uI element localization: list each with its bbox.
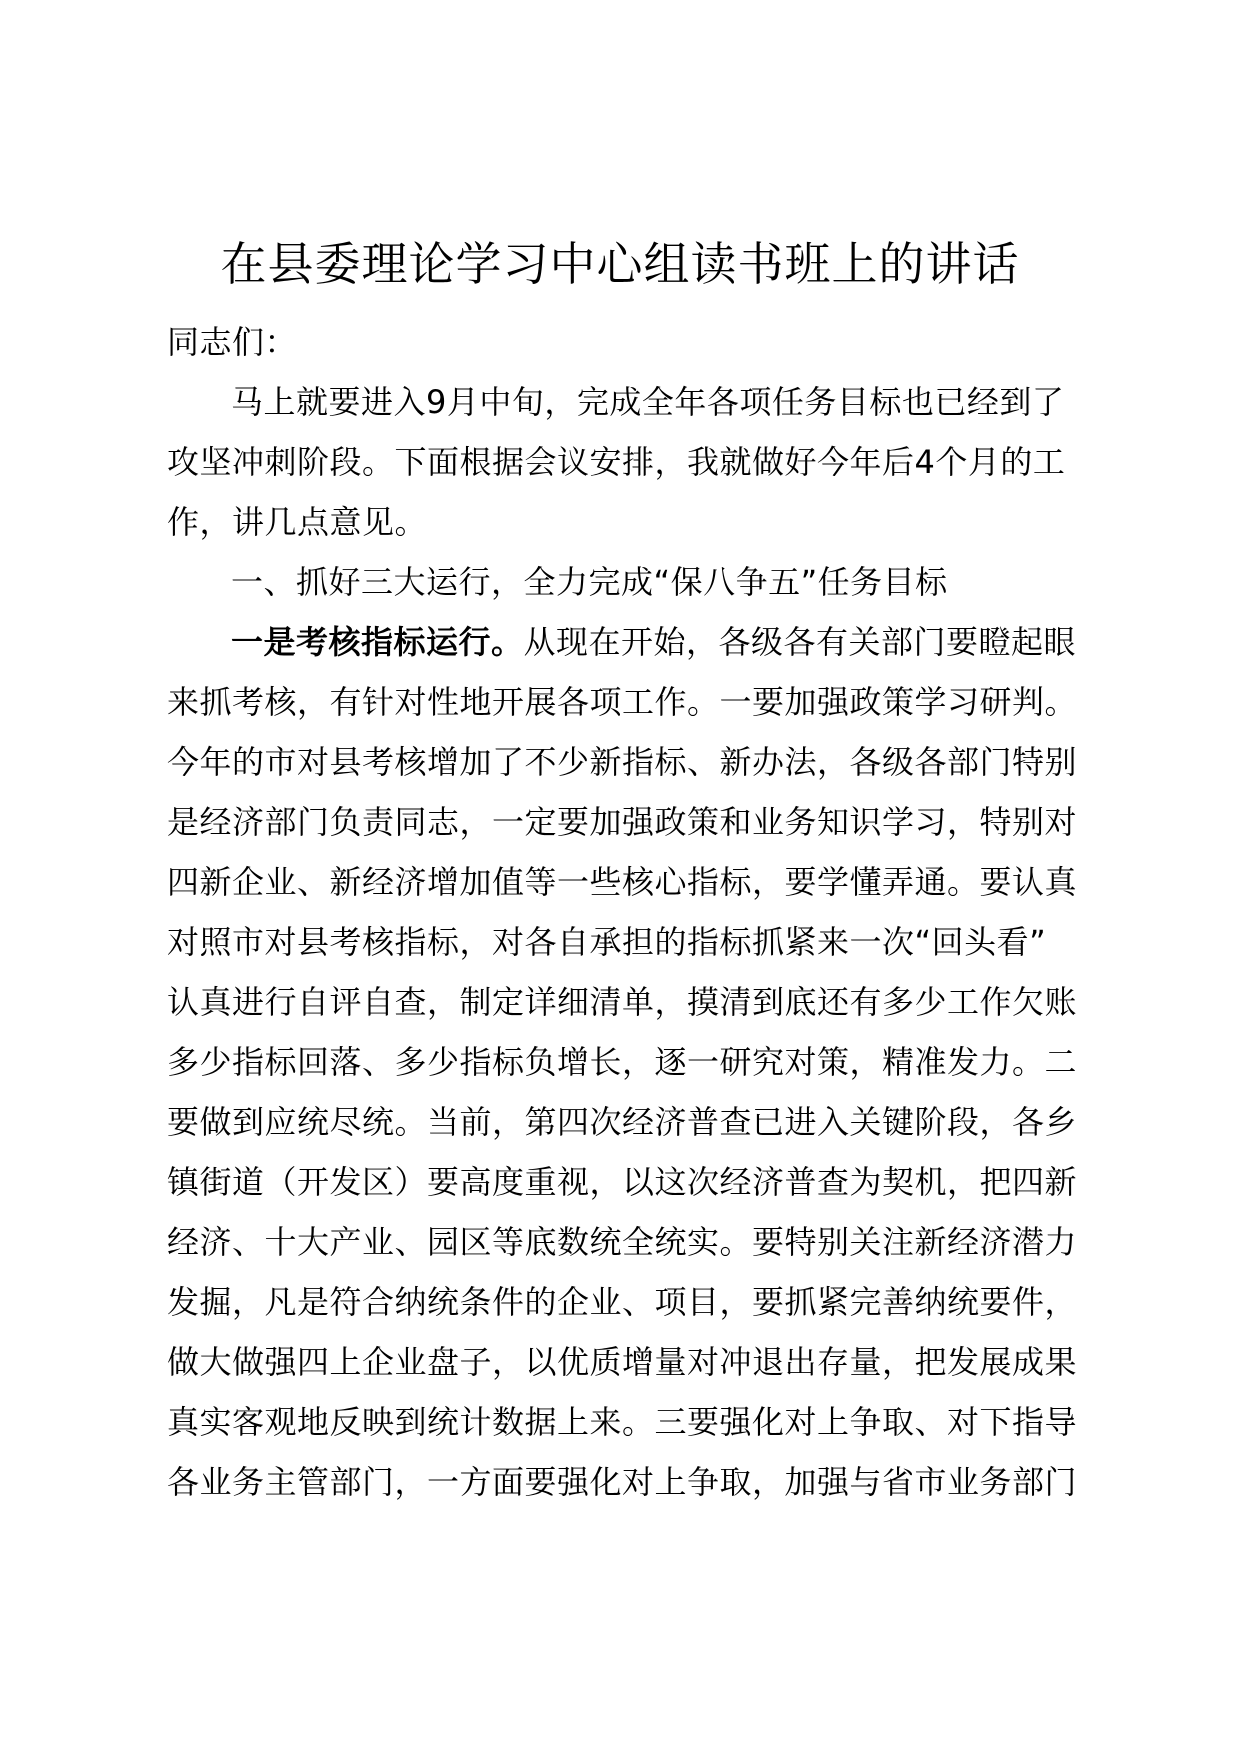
paragraph-line: 今年的市对县考核增加了不少新指标、新办法，各级各部门特别 xyxy=(167,743,1078,781)
paragraph-line: 马上就要进入9月中旬，完成全年各项任务目标也已经到了 xyxy=(231,383,1065,421)
paragraph-line: 镇街道（开发区）要高度重视，以这次经济普查为契机，把四新 xyxy=(167,1163,1078,1201)
paragraph-line: 作，讲几点意见。 xyxy=(167,503,428,541)
paragraph-line xyxy=(167,612,1107,672)
paragraph-line: 四新企业、新经济增加值等一些核心指标，要学懂弄通。要认真 xyxy=(167,863,1078,901)
document-title: 在县委理论学习中心组读书班上的讲话 xyxy=(220,237,1020,291)
section-heading: 一、抓好三大运行，全力完成“保八争五”任务目标 xyxy=(231,563,948,601)
document-body xyxy=(167,312,1107,1512)
paragraph-line: 多少指标回落、多少指标负增长，逐一研究对策，精准发力。二 xyxy=(167,1043,1078,1081)
paragraph-line: 对照市对县考核指标，对各自承担的指标抓紧来一次“回头看” xyxy=(167,923,1047,961)
salutation: 同志们： xyxy=(167,323,298,361)
paragraph-line: 做大做强四上企业盘子，以优质增量对冲退出存量，把发展成果 xyxy=(167,1343,1078,1381)
paragraph-line: 各业务主管部门，一方面要强化对上争取，加强与省市业务部门 xyxy=(167,1463,1078,1501)
bold-lead-text: 一是考核指标运行。 xyxy=(231,623,524,661)
paragraph-text: 从现在开始，各级各有关部门要瞪起眼 xyxy=(523,623,1077,661)
paragraph-line: 发掘，凡是符合纳统条件的企业、项目，要抓紧完善纳统要件， xyxy=(167,1283,1078,1321)
paragraph-line: 攻坚冲刺阶段。下面根据会议安排，我就做好今年后4个月的工 xyxy=(167,443,1066,481)
paragraph-line: 真实客观地反映到统计数据上来。三要强化对上争取、对下指导 xyxy=(167,1403,1078,1441)
paragraph-line: 是经济部门负责同志，一定要加强政策和业务知识学习，特别对 xyxy=(167,803,1078,841)
paragraph-line: 来抓考核，有针对性地开展各项工作。一要加强政策学习研判。 xyxy=(167,683,1078,721)
paragraph-line: 认真进行自评自查，制定详细清单，摸清到底还有多少工作欠账 xyxy=(167,983,1078,1021)
paragraph-line: 要做到应统尽统。当前，第四次经济普查已进入关键阶段，各乡 xyxy=(167,1103,1078,1141)
paragraph-line: 经济、十大产业、园区等底数统全统实。要特别关注新经济潜力 xyxy=(167,1223,1078,1261)
